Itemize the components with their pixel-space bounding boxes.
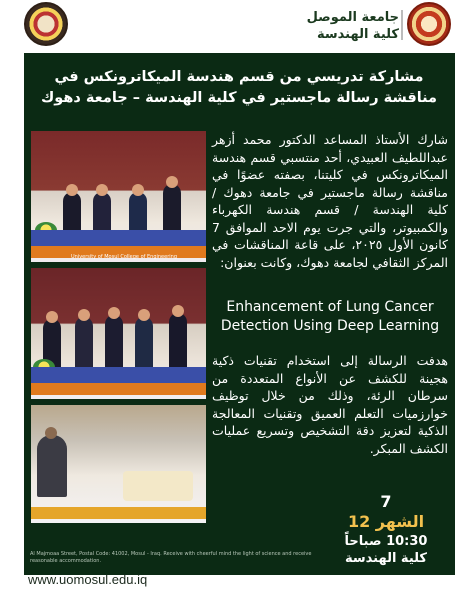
person-head: [166, 176, 178, 188]
header-bar: [14, 2, 461, 47]
person-head: [96, 184, 108, 196]
person-head: [46, 311, 58, 323]
news-title: مشاركة تدريسي من قسم هندسة الميكاترونكس في مناقشة رسالة ماجستير في كلية الهندسة – جامعة دهوك: [40, 69, 438, 106]
person-head: [138, 309, 150, 321]
event-place: كلية الهندسة: [345, 551, 427, 566]
photo-committee-2[interactable]: [31, 268, 206, 399]
header-title: [307, 9, 399, 43]
person-head: [78, 309, 90, 321]
table-cloth: [31, 383, 206, 395]
photo-student-presentation[interactable]: [31, 405, 206, 523]
person-head: [132, 184, 144, 196]
person-head: [66, 184, 78, 196]
photo-column: [31, 131, 206, 529]
event-time: 10:30 صباحاً: [344, 534, 428, 549]
college-name: كلية الهندسة: [317, 27, 399, 42]
news-paragraph-2: هدفت الرسالة إلى استخدام تقنيات ذكية هجينة للكشف عن الأنواع المتعددة من سرطان الرئة، وذلك من خلال توظيف خوارزميات التعلم العميق وتقنيات المعالجة الذكية لتعزيز دقة التشخيص وتسريع عمليات الكشف المبكر.: [212, 353, 448, 456]
event-month: الشهر 12: [347, 512, 425, 531]
header-divider: [401, 10, 403, 40]
university-name: جامعة الموصل: [306, 10, 399, 25]
person-head: [108, 307, 120, 319]
college-logo-icon: [407, 2, 451, 46]
person-figure: [37, 435, 67, 497]
website-link[interactable]: www.uomosul.edu.iq: [28, 572, 148, 587]
table-cloth: [31, 507, 206, 519]
thesis-title: Enhancement of Lung Cancer Detection Using Deep Learning: [220, 299, 440, 334]
event-day: 7: [380, 492, 392, 511]
person-figure: [105, 315, 123, 373]
person-figure: [169, 313, 187, 373]
person-figure: [75, 317, 93, 373]
person-head: [45, 427, 57, 439]
person-figure: [163, 184, 181, 236]
person-figure: [135, 317, 153, 373]
university-logo-icon: [24, 2, 68, 46]
news-paragraph-1: شارك الأستاذ المساعد الدكتور محمد أزهر عبداللطيف العبيدي، أحد منتسبي قسم هندسة الميكاترونكس في كليتنا، بصفته عضوًا في مناقشة رسالة ماجستير في جامعة دهوك / كلية الهندسة / قسم هندسة الكهرباء والكمبيوتر، والتي جرت يوم الاحد الموافق 7 كانون الأول ٢٠٢٥، على قاعة المناقشات في المركز الثقافي لجامعة دهوك، وكانت بعنوان:: [212, 132, 448, 270]
footer-address: Al Majmoaa Street, Postal Code: 41002, Mosul - Iraq. Receive with cheerful mind the light of science and receive reasonable accommodation.: [30, 551, 312, 564]
person-head: [172, 305, 184, 317]
person-figure: [123, 471, 193, 501]
photo-committee-1[interactable]: [31, 131, 206, 262]
photo-caption: University of Mosul College of Engineering: [71, 254, 177, 260]
